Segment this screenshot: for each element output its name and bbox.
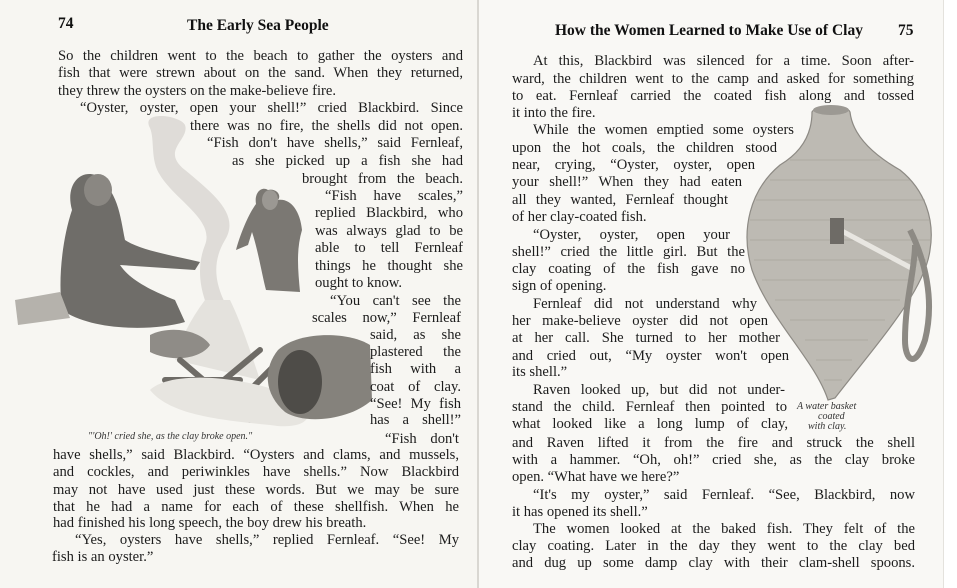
left-page-text-line: things he thought she: [315, 258, 463, 274]
right-page-text-line: at her call. She turned to her mother: [512, 330, 780, 346]
left-page-text-line: fish that were strewn about on the sand. When they returned,: [58, 65, 463, 81]
left-page-text-line: able to tell Fernleaf: [315, 240, 463, 256]
right-page-text-line: sign of opening.: [512, 278, 607, 294]
right-page-text-line: “Oyster, oyster, open your: [533, 227, 730, 243]
right-page-text-line: clay coating. Later in the day they went to the clay bed: [512, 538, 915, 554]
right-page-text-line: At this, Blackbird was silenced for a time. Soon after-: [533, 53, 914, 69]
illustration-caption-left: "'Oh!' cried she, as the clay broke open.": [88, 431, 253, 442]
right-page-text-line: While the women emptied some oysters: [533, 122, 794, 138]
left-page-text-line: as she picked up a fish she had: [232, 153, 463, 169]
left-page-text-line: may not have used just these words. But we may be sure: [53, 482, 459, 498]
left-page-text-line: So the children went to the beach to gather the oysters and: [58, 48, 463, 64]
left-page-text-line: have shells,” said Blackbird. “Oysters and clams, and mussels,: [53, 447, 459, 463]
right-page-text-line: shell!” cried the little girl. But the: [512, 244, 745, 260]
right-page-text-line: and Raven lifted it from the fire and struck the shell: [512, 435, 915, 451]
left-page-text-line: they threw the oysters on the make-believe fire.: [58, 83, 336, 99]
right-page-text-line: and dug up some damp clay with their clam-shell spoons.: [512, 555, 915, 571]
left-page-text-line: “You can't see the: [330, 293, 461, 309]
right-page-text-line: all they wanted, Fernleaf thought: [512, 192, 728, 208]
right-page-text-line: and cried out, “My oyster won't open: [512, 348, 789, 364]
right-page-text-line: of her clay-coated fish.: [512, 209, 647, 225]
right-page-text-line: clay coating of the fish gave no: [512, 261, 745, 277]
left-page-text-line: has a shell!”: [370, 412, 461, 428]
right-page-text-line: Raven looked up, but did not under-: [533, 382, 785, 398]
right-page-text-line: Fernleaf did not understand why: [533, 296, 757, 312]
left-page-text-line: replied Blackbird, who: [315, 205, 463, 221]
running-head-right: How the Women Learned to Make Use of Clay: [555, 22, 863, 39]
left-page-text-line: had finished his long speech, the boy drew his breath.: [53, 515, 367, 531]
right-page-text-line: your shell!” When they had eaten: [512, 174, 742, 190]
left-page-text-line: “Fish don't: [385, 431, 459, 447]
page-number-right: 75: [898, 22, 914, 39]
basket-caption-line: A water basket: [797, 401, 857, 412]
basket-caption-line: coated: [818, 411, 845, 422]
right-page-text-line: open. “What have we here?”: [512, 469, 680, 485]
left-page-text-line: scales now,” Fernleaf: [312, 310, 461, 326]
right-page-text-line: it has opened its shell.”: [512, 504, 648, 520]
page-number-left: 74: [58, 15, 74, 32]
left-page-text-line: fish with a: [370, 361, 461, 377]
left-page-text-line: “See! My fish: [370, 396, 461, 412]
left-page-text-line: that he had a name for each of these shellfish. When he: [53, 499, 459, 515]
right-page-text-line: near, crying, “Oyster, oyster, open: [512, 157, 755, 173]
right-page-text-line: ward, the children went to the camp and asked for something: [512, 71, 914, 87]
left-page-text-line: fish is an oyster.”: [52, 549, 154, 565]
left-page-text-line: “Yes, oysters have shells,” replied Fernleaf. “See! My: [75, 532, 459, 548]
right-page-text-line: its shell.”: [512, 364, 568, 380]
left-page-text-line: “Oyster, oyster, open your shell!” cried Blackbird. Since: [80, 100, 463, 116]
left-page-text-line: and cockles, and periwinkles have shells.” Now Blackbird: [53, 464, 459, 480]
right-page-text-line: her make-believe oyster did not open: [512, 313, 768, 329]
right-page-text-line: The women looked at the baked fish. They felt of the: [533, 521, 915, 537]
right-page-text-line: to eat. Fernleaf carried the coated fish along and tossed: [512, 88, 914, 104]
left-page-text-line: said, as she: [370, 327, 461, 343]
right-page-text-line: “It's my oyster,” said Fernleaf. “See, Blackbird, now: [533, 487, 915, 503]
left-page-text-line: plastered the: [370, 344, 461, 360]
left-page-text-line: was always glad to be: [315, 223, 463, 239]
running-head-left: The Early Sea People: [187, 17, 329, 34]
right-page-text-line: it into the fire.: [512, 105, 596, 121]
right-page-text-line: with a hammer. “Oh, oh!” cried she, as the clay broke: [512, 452, 915, 468]
right-page-text-line: upon the hot coals, the children stood: [512, 140, 777, 156]
right-page-text-line: stand the child. Fernleaf then pointed to: [512, 399, 787, 415]
left-page-text-line: there was no fire, the shells did not open.: [190, 118, 463, 134]
basket-caption-line: with clay.: [808, 421, 847, 432]
left-page-text-line: brought from the beach.: [302, 171, 463, 187]
left-page-text-line: “Fish have scales,”: [325, 188, 463, 204]
right-page-text-line: what looked like a long lump of clay,: [512, 416, 788, 432]
left-page-text-line: coat of clay.: [370, 379, 461, 395]
left-page-text-line: ought to know.: [315, 275, 403, 291]
left-page-text-line: “Fish don't have shells,” said Fernleaf,: [207, 135, 463, 151]
